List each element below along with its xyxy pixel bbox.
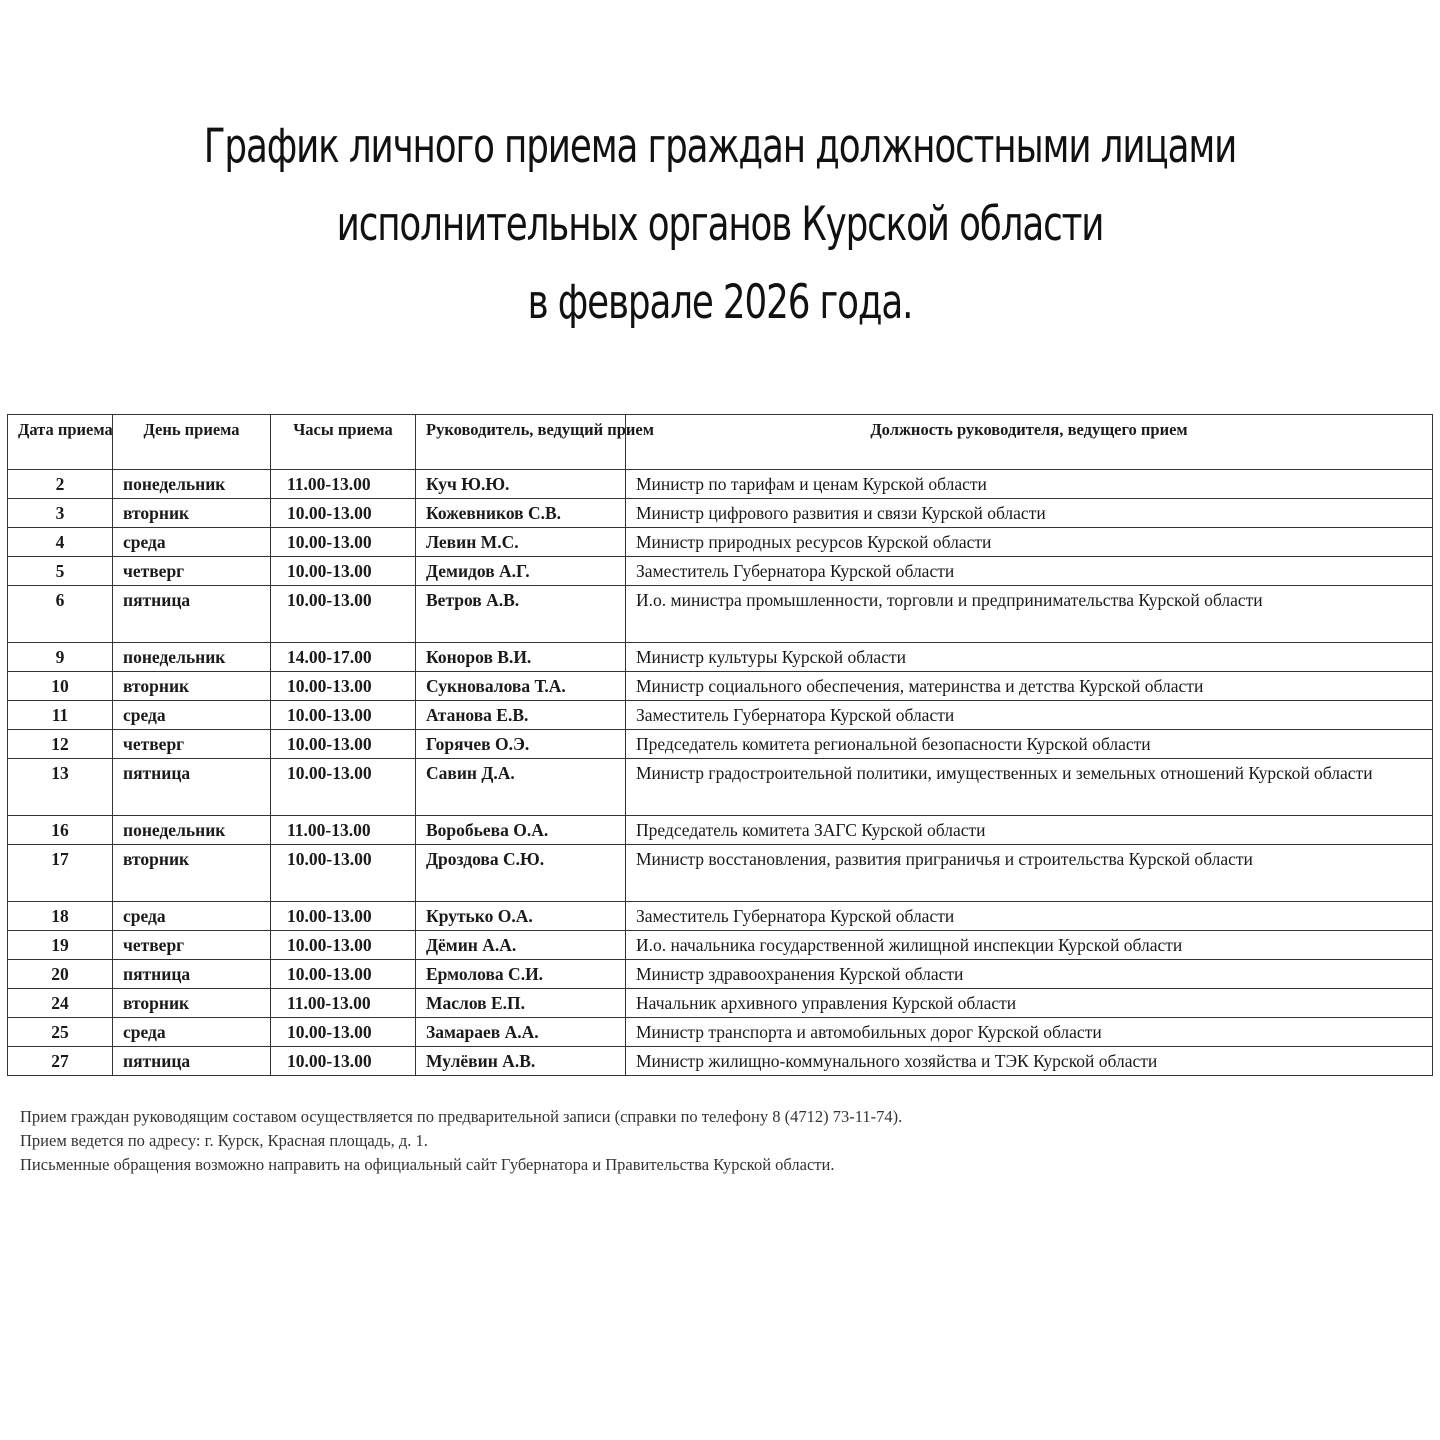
table-row <box>8 845 1433 902</box>
cell-date: 24 <box>8 989 113 1018</box>
cell-date: 6 <box>8 586 113 643</box>
cell-hours: 10.00-13.00 <box>271 845 416 902</box>
table-row <box>8 730 1433 759</box>
title-line-1: График личного приема граждан должностными лицами <box>203 119 1237 174</box>
table-row <box>8 557 1433 586</box>
cell-head: Ветров А.В. <box>416 586 626 643</box>
header-day: День приема <box>113 415 271 470</box>
cell-date: 5 <box>8 557 113 586</box>
cell-day: среда <box>113 1018 271 1047</box>
table-row <box>8 672 1433 701</box>
cell-hours: 10.00-13.00 <box>271 902 416 931</box>
cell-date: 13 <box>8 759 113 816</box>
table-row <box>8 989 1433 1018</box>
cell-head: Воробьева О.А. <box>416 816 626 845</box>
cell-day: пятница <box>113 1047 271 1076</box>
table-row <box>8 759 1433 816</box>
cell-date: 18 <box>8 902 113 931</box>
header-head: Руководитель, ведущий прием <box>416 415 626 470</box>
cell-position: Министр градостроительной политики, имущественных и земельных отношений Курской области <box>626 759 1433 816</box>
cell-head: Левин М.С. <box>416 528 626 557</box>
cell-position: Министр восстановления, развития приграничья и строительства Курской области <box>626 845 1433 902</box>
table-row <box>8 499 1433 528</box>
table-row <box>8 816 1433 845</box>
cell-position: Председатель комитета ЗАГС Курской области <box>626 816 1433 845</box>
cell-hours: 10.00-13.00 <box>271 931 416 960</box>
cell-day: среда <box>113 701 271 730</box>
cell-date: 17 <box>8 845 113 902</box>
cell-position: Заместитель Губернатора Курской области <box>626 557 1433 586</box>
cell-date: 12 <box>8 730 113 759</box>
cell-head: Ермолова С.И. <box>416 960 626 989</box>
cell-position: Председатель комитета региональной безопасности Курской области <box>626 730 1433 759</box>
table-row <box>8 643 1433 672</box>
cell-position: Министр здравоохранения Курской области <box>626 960 1433 989</box>
cell-day: четверг <box>113 931 271 960</box>
cell-head: Коноров В.И. <box>416 643 626 672</box>
cell-hours: 11.00-13.00 <box>271 816 416 845</box>
cell-date: 11 <box>8 701 113 730</box>
header-hours: Часы приема <box>271 415 416 470</box>
cell-head: Демидов А.Г. <box>416 557 626 586</box>
cell-day: среда <box>113 528 271 557</box>
cell-day: вторник <box>113 845 271 902</box>
schedule-table <box>7 414 1433 1076</box>
note-appointment: Прием граждан руководящим составом осуществляется по предварительной записи (справки по телефону 8 (4712) 73-11-74). <box>20 1107 903 1126</box>
cell-date: 9 <box>8 643 113 672</box>
header-position: Должность руководителя, ведущего прием <box>626 415 1433 470</box>
footer-notes <box>20 1105 902 1177</box>
cell-hours: 10.00-13.00 <box>271 528 416 557</box>
cell-position: Заместитель Губернатора Курской области <box>626 902 1433 931</box>
cell-day: пятница <box>113 960 271 989</box>
cell-date: 25 <box>8 1018 113 1047</box>
title-line-2: исполнительных органов Курской области <box>336 197 1104 252</box>
cell-day: пятница <box>113 759 271 816</box>
cell-day: понедельник <box>113 470 271 499</box>
cell-head: Горячев О.Э. <box>416 730 626 759</box>
cell-hours: 10.00-13.00 <box>271 701 416 730</box>
cell-position: Начальник архивного управления Курской области <box>626 989 1433 1018</box>
cell-hours: 14.00-17.00 <box>271 643 416 672</box>
table-row <box>8 1018 1433 1047</box>
cell-head: Савин Д.А. <box>416 759 626 816</box>
cell-hours: 10.00-13.00 <box>271 499 416 528</box>
table-row <box>8 586 1433 643</box>
cell-head: Мулёвин А.В. <box>416 1047 626 1076</box>
cell-head: Сукновалова Т.А. <box>416 672 626 701</box>
cell-hours: 11.00-13.00 <box>271 989 416 1018</box>
cell-position: Министр по тарифам и ценам Курской области <box>626 470 1433 499</box>
cell-hours: 10.00-13.00 <box>271 730 416 759</box>
cell-hours: 10.00-13.00 <box>271 960 416 989</box>
cell-hours: 10.00-13.00 <box>271 759 416 816</box>
cell-day: среда <box>113 902 271 931</box>
cell-position: Министр культуры Курской области <box>626 643 1433 672</box>
table-row <box>8 960 1433 989</box>
cell-position: Заместитель Губернатора Курской области <box>626 701 1433 730</box>
cell-day: понедельник <box>113 643 271 672</box>
table-row <box>8 528 1433 557</box>
cell-hours: 10.00-13.00 <box>271 557 416 586</box>
cell-head: Кожевников С.В. <box>416 499 626 528</box>
cell-hours: 10.00-13.00 <box>271 1047 416 1076</box>
cell-position: Министр цифрового развития и связи Курской области <box>626 499 1433 528</box>
note-address: Прием ведется по адресу: г. Курск, Красная площадь, д. 1. <box>20 1131 428 1150</box>
cell-day: четверг <box>113 730 271 759</box>
cell-day: четверг <box>113 557 271 586</box>
cell-hours: 10.00-13.00 <box>271 1018 416 1047</box>
cell-head: Атанова Е.В. <box>416 701 626 730</box>
cell-date: 27 <box>8 1047 113 1076</box>
cell-position: Министр жилищно-коммунального хозяйства и ТЭК Курской области <box>626 1047 1433 1076</box>
table-row <box>8 701 1433 730</box>
cell-day: вторник <box>113 499 271 528</box>
cell-head: Крутько О.А. <box>416 902 626 931</box>
cell-date: 2 <box>8 470 113 499</box>
table-row <box>8 902 1433 931</box>
cell-head: Маслов Е.П. <box>416 989 626 1018</box>
note-written-appeals: Письменные обращения возможно направить на официальный сайт Губернатора и Правительства Курской области. <box>20 1155 835 1174</box>
title-line-3: в феврале 2026 года. <box>527 275 913 330</box>
cell-position: И.о. министра промышленности, торговли и предпринимательства Курской области <box>626 586 1433 643</box>
cell-hours: 10.00-13.00 <box>271 586 416 643</box>
cell-head: Замараев А.А. <box>416 1018 626 1047</box>
table-row <box>8 931 1433 960</box>
cell-head: Дёмин А.А. <box>416 931 626 960</box>
cell-date: 10 <box>8 672 113 701</box>
cell-date: 20 <box>8 960 113 989</box>
cell-day: пятница <box>113 586 271 643</box>
page-title <box>173 108 1267 342</box>
table-row <box>8 1047 1433 1076</box>
schedule-body <box>8 470 1433 1076</box>
cell-day: вторник <box>113 989 271 1018</box>
cell-position: Министр социального обеспечения, материнства и детства Курской области <box>626 672 1433 701</box>
cell-date: 16 <box>8 816 113 845</box>
cell-position: Министр транспорта и автомобильных дорог Курской области <box>626 1018 1433 1047</box>
header-date: Дата приема <box>8 415 113 470</box>
cell-position: И.о. начальника государственной жилищной инспекции Курской области <box>626 931 1433 960</box>
table-header-row <box>8 415 1433 470</box>
cell-hours: 11.00-13.00 <box>271 470 416 499</box>
cell-hours: 10.00-13.00 <box>271 672 416 701</box>
cell-day: вторник <box>113 672 271 701</box>
cell-date: 19 <box>8 931 113 960</box>
cell-position: Министр природных ресурсов Курской области <box>626 528 1433 557</box>
cell-head: Куч Ю.Ю. <box>416 470 626 499</box>
cell-day: понедельник <box>113 816 271 845</box>
cell-date: 4 <box>8 528 113 557</box>
cell-head: Дроздова С.Ю. <box>416 845 626 902</box>
table-row <box>8 470 1433 499</box>
cell-date: 3 <box>8 499 113 528</box>
